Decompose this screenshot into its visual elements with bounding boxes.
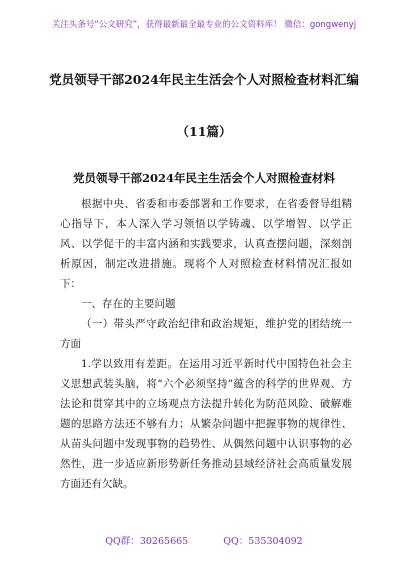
article-body (60, 194, 352, 494)
article-title: 党员领导干部2024年民主生活会个人对照检查材料 (72, 171, 335, 185)
contact-footer (0, 533, 408, 547)
qq-number: QQ：535304092 (223, 536, 303, 547)
paragraph-intro: 根据中央、省委和市委部署和工作要求，在省委督导组精心指导下，本人深入学习领悟以学铸魂、以学增智、以学正风、以学促干的丰富内涵和实践要求，认真查摆问题，深刻剖析原因，制定改进措施。现将个人对照检查材料情况汇报如下： (60, 198, 352, 290)
paragraph-point-1: 1.学以致用有差距。在运用习近平新时代中国特色社会主义思想武装头脑，将“六个必须坚持”蕴含的科学的世界观、方法论和贯穿其中的立场观点方法提升转化为防范风险、破解难题的思路方法还不够有力；从繁杂问题中把握事物的规律性、从苗头问题中发现事物的趋势性、从偶然问题中认识事物的必然性，进一步适应新形势新任务推动县域经济社会高质量发展方面还有欠缺。 (60, 358, 352, 490)
promo-banner: 关注头条号“公文研究”，获得最新最全最专业的公文资料库！ 微信：gongwenyj (51, 20, 357, 30)
qq-group: QQ群：30265665 (105, 536, 189, 547)
section-heading: 一、存在的主要问题 (81, 298, 176, 310)
document-title: 党员领导干部2024年民主生活会个人对照检查材料汇编 (49, 72, 359, 87)
article-count: （11篇） (176, 124, 232, 139)
subsection-heading: （一）带头严守政治纪律和政治规矩，维护党的团结统一方面 (60, 318, 352, 350)
